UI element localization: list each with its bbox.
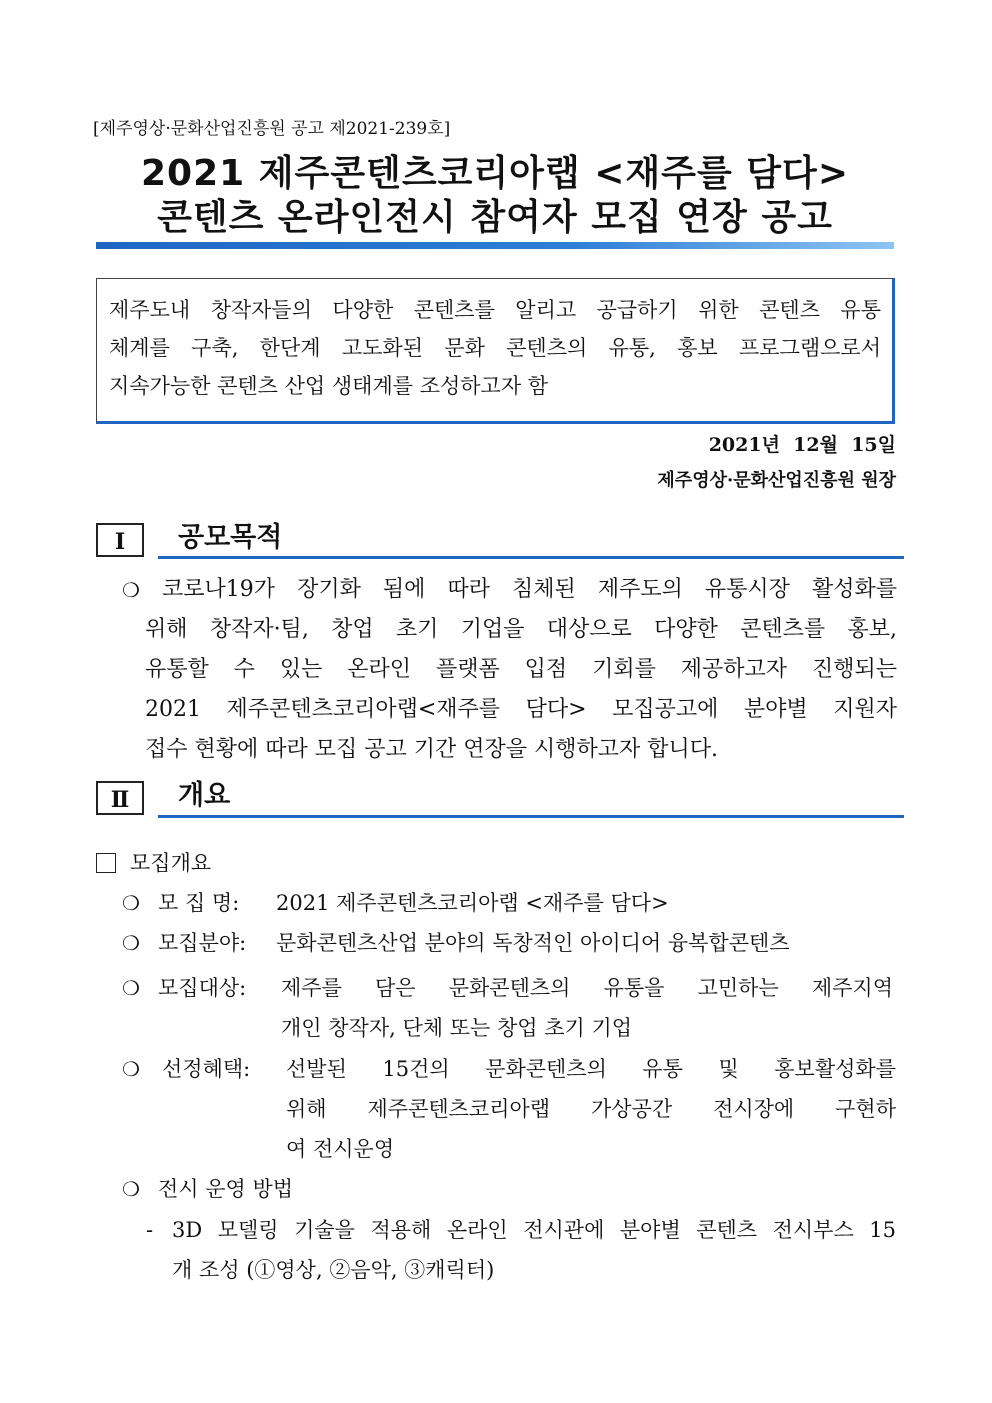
circle-bullet-icon: ❍ xyxy=(122,1177,140,1201)
summary-line-3: 지속가능한 콘텐츠 산업 생태계를 조성하고자 함 xyxy=(109,374,549,398)
circle-bullet-icon: ❍ xyxy=(122,891,140,915)
name-label: 모 집 명: xyxy=(158,891,240,915)
summary-box xyxy=(96,278,895,424)
section-2-rule xyxy=(158,815,904,818)
title-line-1: 2021 제주콘텐츠코리아랩 <재주를 담다> xyxy=(141,153,849,194)
purpose-line-1: 코로나19가 장기화 됨에 따라 침체된 제주도의 유통시장 활성화를 xyxy=(162,577,897,602)
method-line-2: 개 조성 (①영상, ②음악, ③캐릭터) xyxy=(172,1258,495,1282)
circle-bullet-icon: ❍ xyxy=(122,931,140,955)
benefit-value-line-3: 여 전시운영 xyxy=(286,1137,395,1161)
target-value-line-2: 개인 창작자, 단체 또는 창업 초기 기업 xyxy=(281,1016,633,1040)
section-2-title: 개요 xyxy=(178,780,231,811)
notice-number: [제주영상·문화산업진흥원 공고 제2021-239호] xyxy=(93,119,451,139)
issuer: 제주영상·문화산업진흥원 원장 xyxy=(657,470,896,491)
purpose-line-4: 2021 제주콘텐츠코리아랩<재주를 담다> 모집공고에 분야별 지원자 xyxy=(145,697,897,722)
name-value: 2021 제주콘텐츠코리아랩 <재주를 담다> xyxy=(276,891,669,915)
method-line-1: 3D 모델링 기술을 적용해 온라인 전시관에 분야별 콘텐츠 전시부스 15 xyxy=(172,1218,896,1242)
benefit-value-line-1: 선발된 15건의 문화콘텐츠의 유통 및 홍보활성화를 xyxy=(286,1057,896,1081)
field-value: 문화콘텐츠산업 분야의 독창적인 아이디어 융복합콘텐츠 xyxy=(276,931,790,955)
benefit-value-line-2: 위해 제주콘텐츠코리아랩 가상공간 전시장에 구현하 xyxy=(286,1097,896,1121)
dash-bullet-icon: - xyxy=(146,1218,154,1242)
circle-bullet-icon: ❍ xyxy=(122,976,140,1000)
section-1-rule xyxy=(158,556,904,559)
circle-bullet-icon: ❍ xyxy=(122,1057,140,1081)
target-label: 모집대상: xyxy=(158,976,247,1000)
section-2-number: Ⅱ xyxy=(96,781,144,815)
summary-line-1: 제주도내 창작자들의 다양한 콘텐츠를 알리고 공급하기 위한 콘텐츠 유통 xyxy=(109,298,881,322)
summary-line-2: 체계를 구축, 한단계 고도화된 문화 콘텐츠의 유통, 홍보 프로그램으로서 xyxy=(109,336,881,360)
section-1-number: Ⅰ xyxy=(96,523,144,557)
title-line-2: 콘텐츠 온라인전시 참여자 모집 연장 공고 xyxy=(157,197,833,238)
benefit-label: 선정혜택: xyxy=(162,1057,251,1081)
purpose-line-2: 위해 창작자·팀, 창업 초기 기업을 대상으로 다양한 콘텐츠를 홍보, xyxy=(145,617,897,642)
circle-bullet-icon: ❍ xyxy=(122,578,140,602)
purpose-line-5: 접수 현황에 따라 모집 공고 기간 연장을 시행하고자 합니다. xyxy=(145,737,718,762)
section-1-title: 공모목적 xyxy=(178,522,283,553)
notice-date: 2021년 12월 15일 xyxy=(708,434,896,456)
purpose-line-3: 유통할 수 있는 온라인 플랫폼 입점 기회를 제공하고자 진행되는 xyxy=(145,657,897,682)
method-label: 전시 운영 방법 xyxy=(158,1177,294,1201)
target-value-line-1: 제주를 담은 문화콘텐츠의 유통을 고민하는 제주지역 xyxy=(281,976,893,1000)
title-underline xyxy=(96,242,894,249)
recruit-overview-title: 모집개요 xyxy=(130,851,212,875)
field-label: 모집분야: xyxy=(158,931,247,955)
square-bullet-icon xyxy=(96,853,116,873)
